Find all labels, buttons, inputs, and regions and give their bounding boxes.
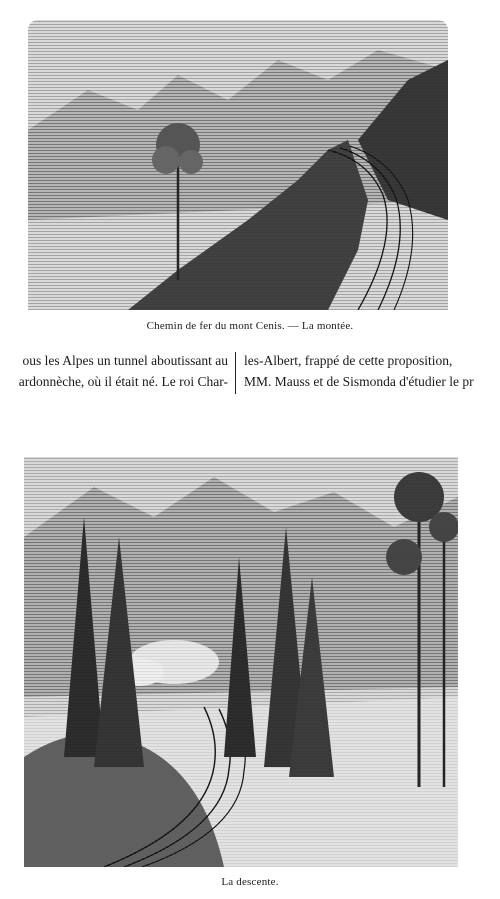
text-line: MM. Mauss et de Sismonda d'étudier le pr xyxy=(244,374,474,389)
text-line: ous les Alpes un tunnel aboutissant au xyxy=(22,353,228,368)
illustration-ascent xyxy=(28,20,448,310)
text-column-left xyxy=(19,350,228,392)
column-divider xyxy=(235,352,236,394)
text-line: ardonnèche, où il était né. Le roi Char- xyxy=(18,374,228,389)
caption-descent: La descente. xyxy=(221,876,279,888)
engraving-descent-drawing xyxy=(24,457,458,867)
body-text xyxy=(0,350,500,398)
text-column-right xyxy=(244,350,474,392)
caption-ascent: Chemin de fer du mont Cenis. — La montée. xyxy=(146,320,354,332)
text-line: les-Albert, frappé de cette proposition, xyxy=(244,353,453,368)
illustration-descent xyxy=(24,457,458,867)
engraving-ascent-drawing xyxy=(28,20,448,310)
